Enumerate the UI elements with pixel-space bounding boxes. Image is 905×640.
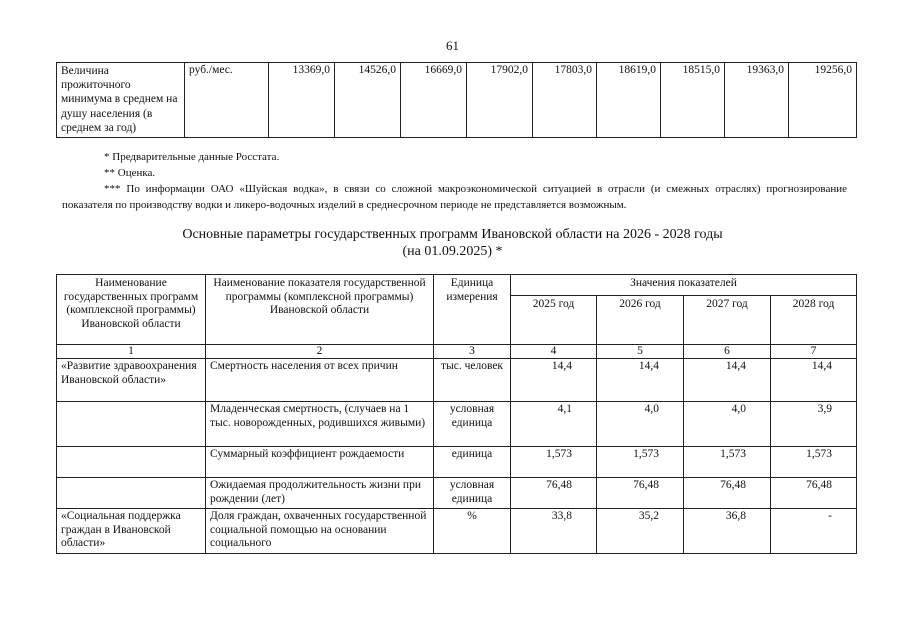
footnote-preliminary: * Предварительные данные Росстата. [104,151,280,163]
value-cell: 76,48 [684,478,771,509]
column-number: 3 [434,345,511,359]
value-cell: 14,4 [511,359,597,402]
value-cell: 17803,0 [533,63,597,138]
page-number: 61 [446,38,459,53]
value-cell: 1,573 [511,447,597,478]
value-cell: 19363,0 [725,63,789,138]
table-row [57,478,857,509]
indicator-cell: Доля граждан, охваченных государственной социальной помощью на основании социального [206,509,434,554]
table-row [57,402,857,447]
column-number: 1 [57,345,206,359]
header-year: 2028 год [771,296,857,345]
indicator-cell: Смертность населения от всех причин [206,359,434,402]
value-cell: 14,4 [597,359,684,402]
table-row [57,359,857,402]
value-cell: 14,4 [684,359,771,402]
footnotes [62,149,847,213]
program-cell [57,402,206,447]
value-cell: 17902,0 [467,63,533,138]
value-cell: 1,573 [597,447,684,478]
header-year: 2025 год [511,296,597,345]
value-cell: 18515,0 [661,63,725,138]
program-cell [57,447,206,478]
indicator-cell: Ожидаемая продолжительность жизни при рождении (лет) [206,478,434,509]
value-cell: 18619,0 [597,63,661,138]
column-number-row [57,345,857,359]
value-cell: 76,48 [771,478,857,509]
unit-cell: % [434,509,511,554]
indicator-cell: Суммарный коэффициент рождаемости [206,447,434,478]
header-values-group: Значения показателей [511,275,857,296]
value-cell: 16669,0 [401,63,467,138]
value-cell: 4,1 [511,402,597,447]
unit-cell: руб./мес. [185,63,269,138]
footnote-vodka: *** По информации ОАО «Шуйская водка», в связи со сложной макроэкономической ситуацией в отрасли (и смежных отраслях) прогнозирование показателя по производству водки и ликеро-водочных изделий в среднесрочном периоде не представляется возможным. [62,183,847,211]
indicator-cell: Младенческая смертность, (случаев на 1 тыс. новорожденных, родившихся живыми) [206,402,434,447]
value-cell: 36,8 [684,509,771,554]
value-cell: 3,9 [771,402,857,447]
header-program: Наименование государственных программ (комплексной программы) Ивановской области [57,275,206,345]
program-parameters-table [56,274,857,554]
footnote-estimate: ** Оценка. [104,167,156,179]
header-indicator: Наименование показателя государственной программы (комплексной программы) Ивановской области [206,275,434,345]
table-row [57,509,857,554]
value-cell: 35,2 [597,509,684,554]
section-title [0,226,905,260]
value-cell: 1,573 [684,447,771,478]
value-cell: 33,8 [511,509,597,554]
section-title-line2: (на 01.09.2025) * [402,244,503,259]
value-cell: 19256,0 [789,63,857,138]
row-label: Величина прожиточного минимума в среднем на душу населения (в среднем за год) [57,63,185,138]
value-cell: 4,0 [597,402,684,447]
column-number: 7 [771,345,857,359]
value-cell: 76,48 [511,478,597,509]
unit-cell: условная единица [434,478,511,509]
unit-cell: единица [434,447,511,478]
header-unit: Единица измерения [434,275,511,345]
header-year: 2026 год [597,296,684,345]
table-row [57,447,857,478]
column-number: 4 [511,345,597,359]
value-cell: 14,4 [771,359,857,402]
program-cell: «Социальная поддержка граждан в Ивановской области» [57,509,206,554]
table-row [57,63,857,138]
value-cell: 1,573 [771,447,857,478]
header-year: 2027 год [684,296,771,345]
unit-cell: условная единица [434,402,511,447]
header-row [57,275,857,296]
unit-cell: тыс. человек [434,359,511,402]
section-title-line1: Основные параметры государственных программ Ивановской области на 2026 - 2028 годы [182,227,723,242]
value-cell: 76,48 [597,478,684,509]
program-cell [57,478,206,509]
value-cell: 14526,0 [335,63,401,138]
column-number: 2 [206,345,434,359]
value-cell: 13369,0 [269,63,335,138]
value-cell: 4,0 [684,402,771,447]
program-cell: «Развитие здравоохранения Ивановской области» [57,359,206,402]
column-number: 5 [597,345,684,359]
value-cell: - [771,509,857,554]
column-number: 6 [684,345,771,359]
indicators-table-continuation [56,62,857,138]
